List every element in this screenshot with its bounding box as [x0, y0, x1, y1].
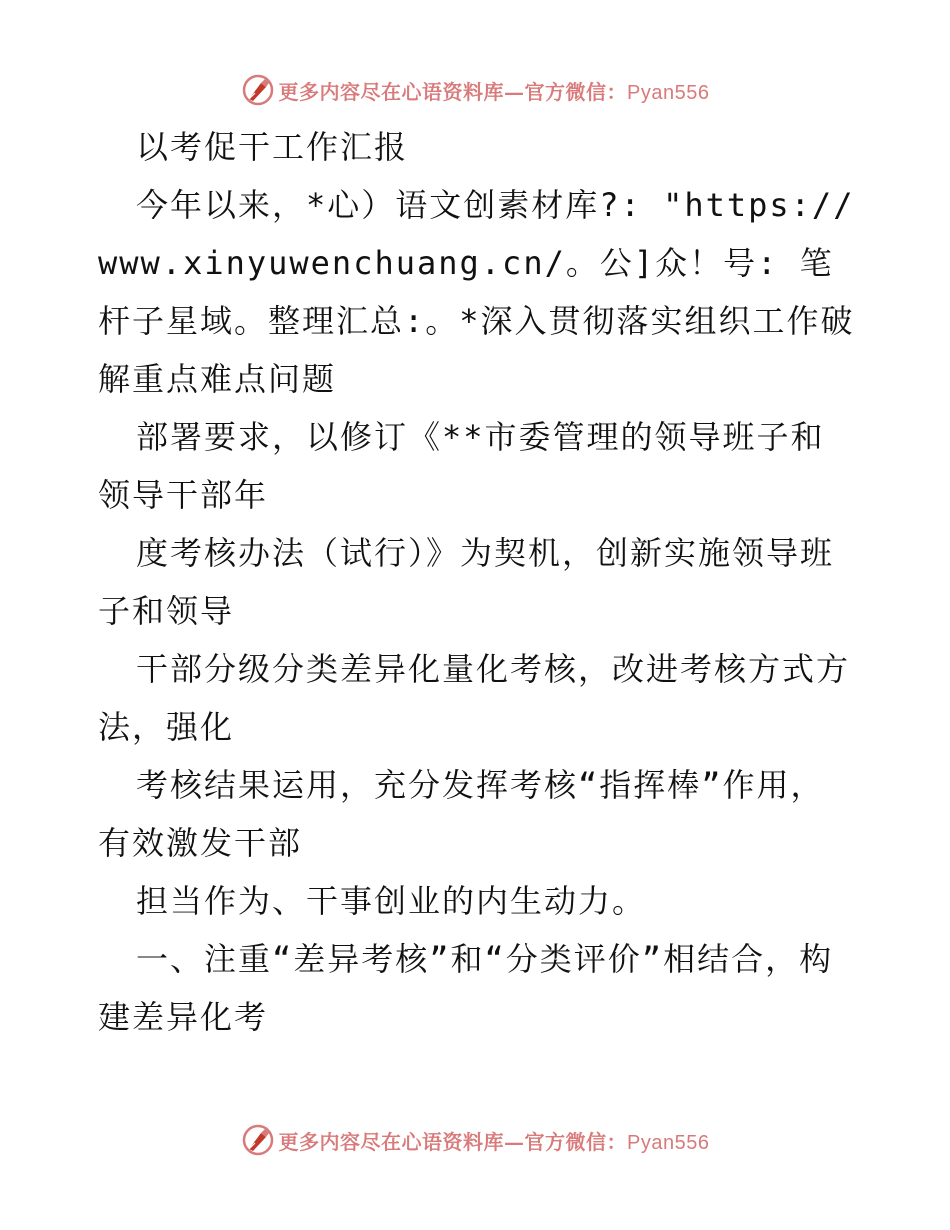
footer-banner	[0, 1120, 950, 1160]
paragraph-deploy: 部署要求，以修订《**市委管理的领导班子和领导干部年	[98, 418, 825, 514]
header-banner	[0, 70, 950, 110]
pen-nib-logo-icon	[241, 73, 275, 107]
banner-main-text: 更多内容尽在心语资料库—官方微信：	[278, 1129, 628, 1154]
paragraph-intro: 今年以来，*心）语文创素材库?: "https:// www.xinyuwenchuang.cn/。公]众！号: 笔杆子星域。整理汇总:。*深入贯彻落实组织工作破解重点难点问题	[98, 186, 855, 398]
document-title: 以考促干工作汇报	[136, 128, 409, 166]
header-banner-text	[279, 76, 710, 105]
paragraph-motivation: 担当作为、干事创业的内生动力。	[136, 882, 647, 920]
paragraph-measures: 度考核办法（试行）》为契机，创新实施领导班子和领导	[98, 534, 835, 630]
pen-nib-logo-icon	[241, 1123, 275, 1157]
banner-wechat-id: Pyan556	[627, 1131, 710, 1154]
document-body	[98, 118, 858, 1046]
paragraph-classify: 干部分级分类差异化量化考核，改进考核方式方法，强化	[98, 650, 851, 746]
section-heading-one: 一、注重“差异考核”和“分类评价”相结合，构建差异化考	[98, 940, 834, 1036]
banner-main-text: 更多内容尽在心语资料库—官方微信：	[278, 79, 628, 104]
paragraph-results: 考核结果运用，充分发挥考核“指挥棒”作用，有效激发干部	[98, 766, 825, 862]
banner-wechat-id: Pyan556	[627, 81, 710, 104]
footer-banner-text	[279, 1126, 710, 1155]
